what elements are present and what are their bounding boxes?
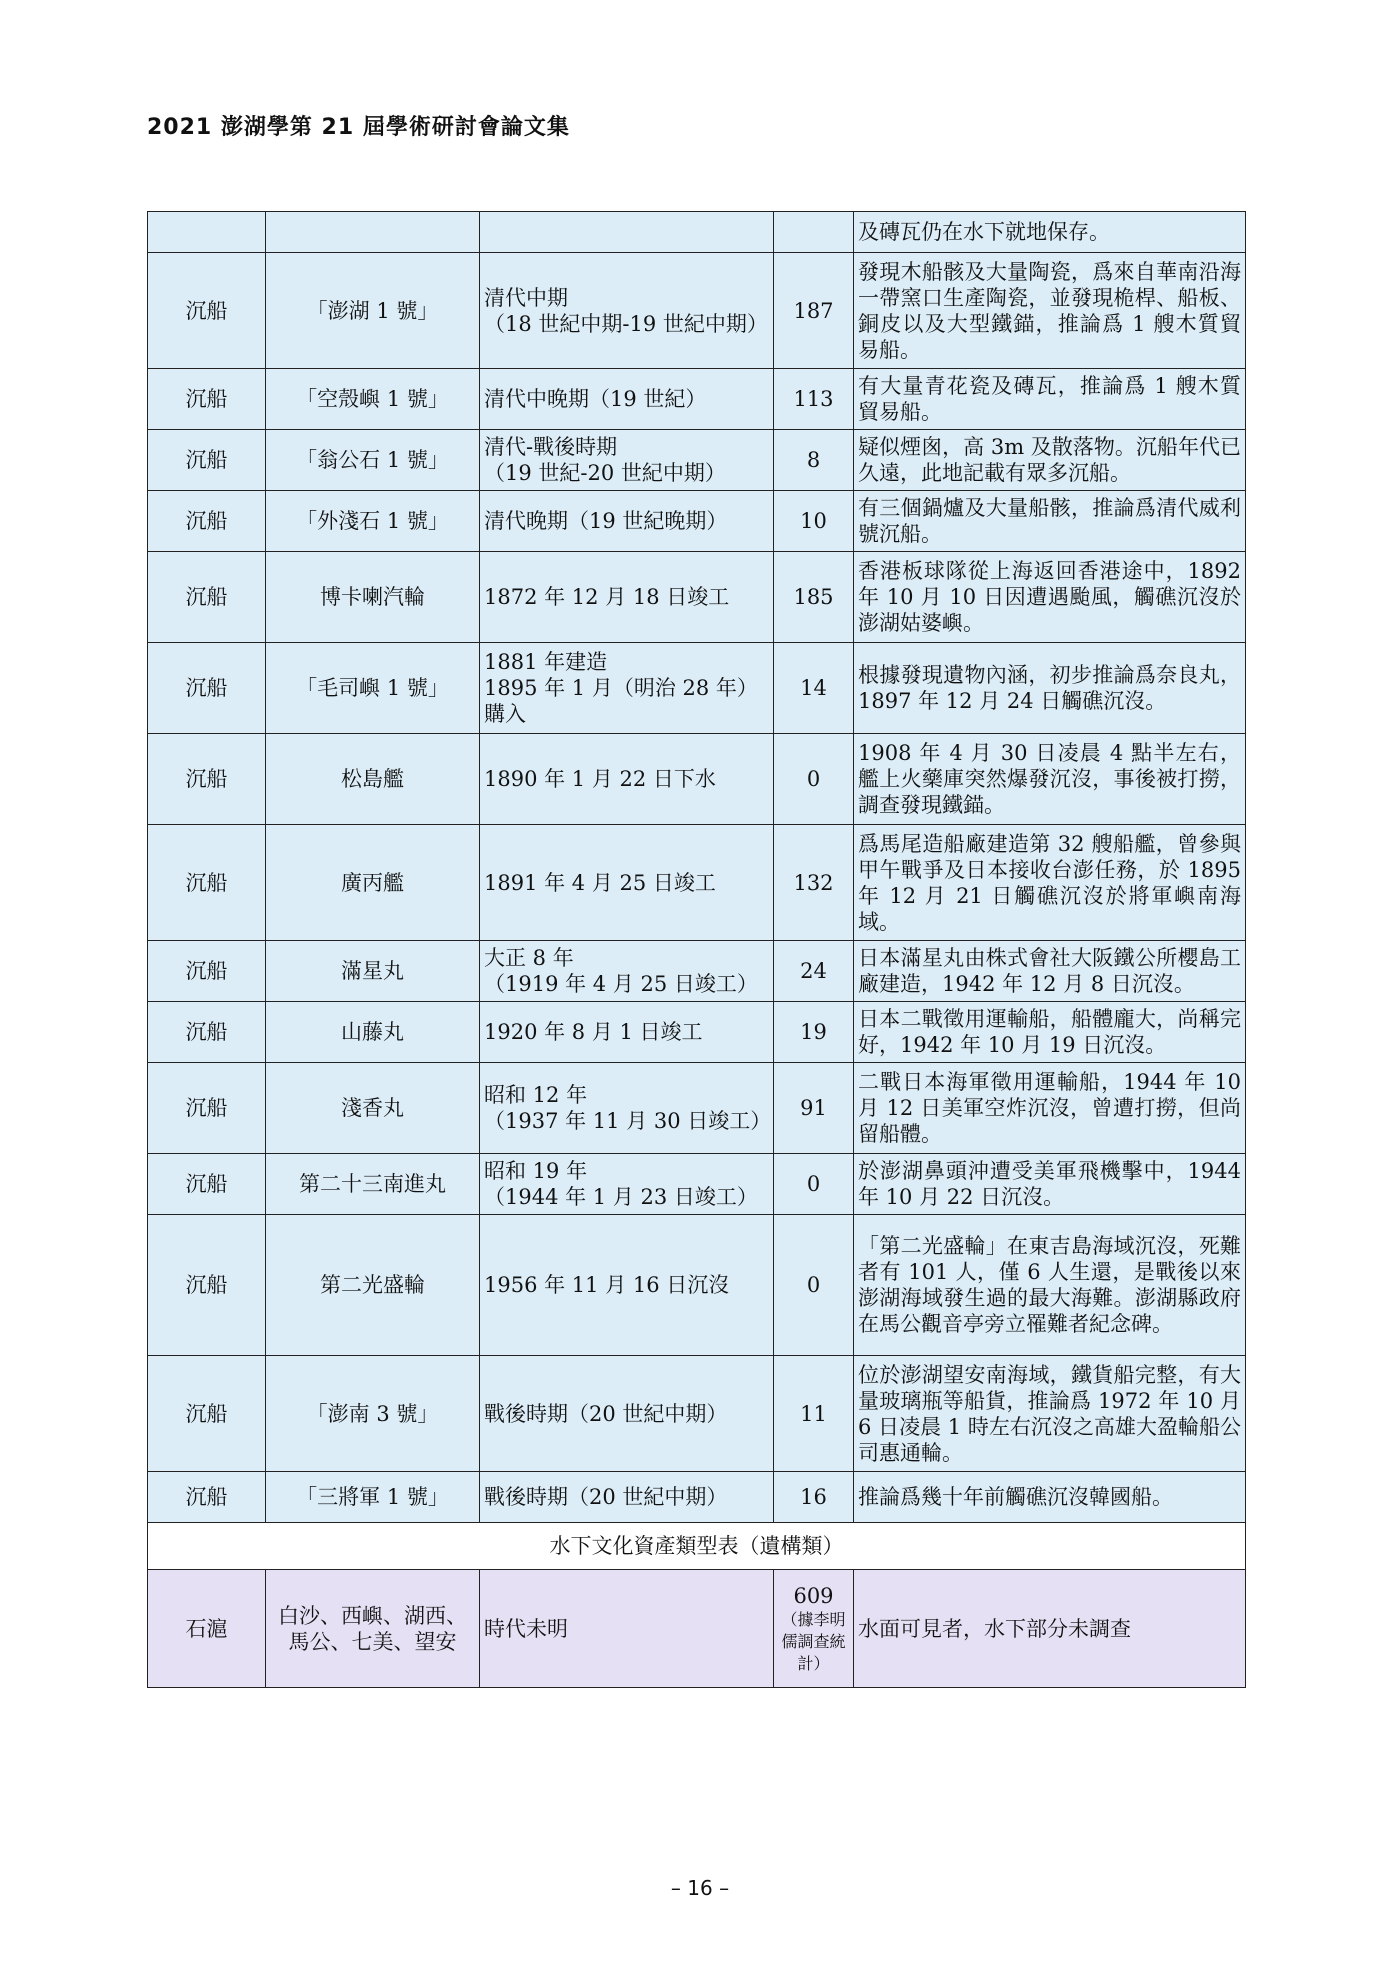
cell-period: 1890 年 1 月 22 日下水 xyxy=(480,734,774,825)
cell-period: 清代-戰後時期 （19 世紀-20 世紀中期） xyxy=(480,430,774,491)
cell-description: 發現木船骸及大量陶瓷，爲來自華南沿海一帶窯口生產陶瓷，並發現桅桿、船板、銅皮以及大型鐵錨，推論爲 1 艘木質貿易船。 xyxy=(854,253,1246,369)
cell-period: 1891 年 4 月 25 日竣工 xyxy=(480,825,774,941)
cell-type: 沉船 xyxy=(148,1215,266,1356)
table-row xyxy=(148,1063,1246,1154)
cell-period: 1956 年 11 月 16 日沉沒 xyxy=(480,1215,774,1356)
cell-period: 1872 年 12 月 18 日竣工 xyxy=(480,552,774,643)
cell-description: 有大量青花瓷及磚瓦，推論爲 1 艘木質貿易船。 xyxy=(854,369,1246,430)
table-row xyxy=(148,253,1246,369)
cell-type: 沉船 xyxy=(148,643,266,734)
cell-description: 水面可見者，水下部分未調查 xyxy=(854,1570,1246,1688)
cell-period: 清代晚期（19 世紀晚期） xyxy=(480,491,774,552)
cell-period: 1920 年 8 月 1 日竣工 xyxy=(480,1002,774,1063)
weir-row xyxy=(148,1570,1246,1688)
cell-depth: 0 xyxy=(774,1154,854,1215)
table-row xyxy=(148,1356,1246,1472)
cell-depth: 91 xyxy=(774,1063,854,1154)
cell-depth: 24 xyxy=(774,941,854,1002)
cell-description: 1908 年 4 月 30 日凌晨 4 點半左右，艦上火藥庫突然爆發沉沒，事後被打撈，調查發現鐵錨。 xyxy=(854,734,1246,825)
page-number: – 16 – xyxy=(670,1876,730,1900)
table-row xyxy=(148,1472,1246,1523)
cell-name: 第二光盛輪 xyxy=(266,1215,480,1356)
cell-period: 大正 8 年 （1919 年 4 月 25 日竣工） xyxy=(480,941,774,1002)
cell-description: 及磚瓦仍在水下就地保存。 xyxy=(854,212,1246,253)
cell-name: 松島艦 xyxy=(266,734,480,825)
cell-depth: 0 xyxy=(774,1215,854,1356)
cell-description: 位於澎湖望安南海域，鐵貨船完整，有大量玻璃瓶等船貨，推論爲 1972 年 10 月 6 日凌晨 1 時左右沉沒之高雄大盈輪船公司惠通輪。 xyxy=(854,1356,1246,1472)
cell-description: 爲馬尾造船廠建造第 32 艘船艦，曾參與甲午戰爭及日本接收台澎任務，於 1895 年 12 月 21 日觸礁沉沒於將軍嶼南海域。 xyxy=(854,825,1246,941)
cell-description: 於澎湖鼻頭沖遭受美軍飛機擊中，1944 年 10 月 22 日沉沒。 xyxy=(854,1154,1246,1215)
cell-description: 日本二戰徵用運輸船，船體龐大，尚稱完好，1942 年 10 月 19 日沉沒。 xyxy=(854,1002,1246,1063)
table-row xyxy=(148,552,1246,643)
cell-period: 昭和 12 年 （1937 年 11 月 30 日竣工） xyxy=(480,1063,774,1154)
cell-name: 山藤丸 xyxy=(266,1002,480,1063)
cell-depth: 14 xyxy=(774,643,854,734)
cell-type xyxy=(148,212,266,253)
table-row xyxy=(148,1215,1246,1356)
table-row xyxy=(148,825,1246,941)
table-row xyxy=(148,941,1246,1002)
cell-description: 二戰日本海軍徵用運輸船，1944 年 10 月 12 日美軍空炸沉沒，曾遭打撈，但尚留船體。 xyxy=(854,1063,1246,1154)
cell-depth: 8 xyxy=(774,430,854,491)
cell-description: 「第二光盛輪」在東吉島海域沉沒，死難者有 101 人，僅 6 人生還，是戰後以來澎湖海域發生過的最大海難。澎湖縣政府在馬公觀音亭旁立罹難者紀念碑。 xyxy=(854,1215,1246,1356)
cell-name: 第二十三南進丸 xyxy=(266,1154,480,1215)
depth-value: 609 xyxy=(793,1583,834,1608)
cell-name: 博卡喇汽輪 xyxy=(266,552,480,643)
cell-name: 白沙、西嶼、湖西、馬公、七美、望安 xyxy=(266,1570,480,1688)
cell-type: 沉船 xyxy=(148,941,266,1002)
cell-name: 「外淺石 1 號」 xyxy=(266,491,480,552)
cell-name: 「澎南 3 號」 xyxy=(266,1356,480,1472)
cell-name: 淺香丸 xyxy=(266,1063,480,1154)
cell-period: 1881 年建造 1895 年 1 月（明治 28 年）購入 xyxy=(480,643,774,734)
cell-period: 清代中期 （18 世紀中期-19 世紀中期） xyxy=(480,253,774,369)
cell-period: 戰後時期（20 世紀中期） xyxy=(480,1472,774,1523)
cell-depth: 113 xyxy=(774,369,854,430)
cell-name: 「毛司嶼 1 號」 xyxy=(266,643,480,734)
cell-type: 沉船 xyxy=(148,430,266,491)
depth-note: （據李明儒調查統計） xyxy=(781,1609,846,1673)
cell-type: 沉船 xyxy=(148,1002,266,1063)
cell-depth: 187 xyxy=(774,253,854,369)
cell-description: 香港板球隊從上海返回香港途中，1892 年 10 月 10 日因遭遇颱風，觸礁沉沒於澎湖姑婆嶼。 xyxy=(854,552,1246,643)
cell-depth: 16 xyxy=(774,1472,854,1523)
cell-type: 沉船 xyxy=(148,1472,266,1523)
cell-name: 「空殼嶼 1 號」 xyxy=(266,369,480,430)
table-row xyxy=(148,491,1246,552)
section-title: 水下文化資產類型表（遺構類） xyxy=(148,1523,1246,1570)
cell-type: 沉船 xyxy=(148,552,266,643)
cell-description: 有三個鍋爐及大量船骸，推論爲清代威利號沉船。 xyxy=(854,491,1246,552)
cell-depth: 132 xyxy=(774,825,854,941)
table-row xyxy=(148,369,1246,430)
cell-period: 時代未明 xyxy=(480,1570,774,1688)
table-row xyxy=(148,643,1246,734)
cell-name xyxy=(266,212,480,253)
table-row xyxy=(148,212,1246,253)
cell-depth: 19 xyxy=(774,1002,854,1063)
cell-description: 根據發現遺物內涵，初步推論爲奈良丸，1897 年 12 月 24 日觸礁沉沒。 xyxy=(854,643,1246,734)
cell-type: 石滬 xyxy=(148,1570,266,1688)
cell-period xyxy=(480,212,774,253)
table-row xyxy=(148,1154,1246,1215)
cell-description: 推論爲幾十年前觸礁沉沒韓國船。 xyxy=(854,1472,1246,1523)
cell-name: 「翁公石 1 號」 xyxy=(266,430,480,491)
cell-depth xyxy=(774,212,854,253)
heritage-table xyxy=(147,211,1246,1688)
cell-period: 戰後時期（20 世紀中期） xyxy=(480,1356,774,1472)
cell-type: 沉船 xyxy=(148,1356,266,1472)
cell-type: 沉船 xyxy=(148,734,266,825)
cell-type: 沉船 xyxy=(148,253,266,369)
cell-description: 日本滿星丸由株式會社大阪鐵公所櫻島工廠建造，1942 年 12 月 8 日沉沒。 xyxy=(854,941,1246,1002)
cell-type: 沉船 xyxy=(148,1063,266,1154)
cell-depth: 10 xyxy=(774,491,854,552)
cell-depth: 11 xyxy=(774,1356,854,1472)
cell-name: 「三將軍 1 號」 xyxy=(266,1472,480,1523)
cell-type: 沉船 xyxy=(148,1154,266,1215)
cell-name: 滿星丸 xyxy=(266,941,480,1002)
table-row xyxy=(148,734,1246,825)
cell-depth: 185 xyxy=(774,552,854,643)
cell-period: 昭和 19 年 （1944 年 1 月 23 日竣工） xyxy=(480,1154,774,1215)
cell-type: 沉船 xyxy=(148,491,266,552)
table-row xyxy=(148,1002,1246,1063)
cell-period: 清代中晚期（19 世紀） xyxy=(480,369,774,430)
running-header: 2021 澎湖學第 21 屆學術研討會論文集 xyxy=(147,115,570,140)
cell-type: 沉船 xyxy=(148,369,266,430)
cell-depth xyxy=(774,1570,854,1688)
cell-depth: 0 xyxy=(774,734,854,825)
cell-type: 沉船 xyxy=(148,825,266,941)
cell-description: 疑似煙囪，高 3m 及散落物。沉船年代已久遠，此地記載有眾多沉船。 xyxy=(854,430,1246,491)
section-header-row xyxy=(148,1523,1246,1570)
cell-name: 「澎湖 1 號」 xyxy=(266,253,480,369)
table-row xyxy=(148,430,1246,491)
cell-name: 廣丙艦 xyxy=(266,825,480,941)
